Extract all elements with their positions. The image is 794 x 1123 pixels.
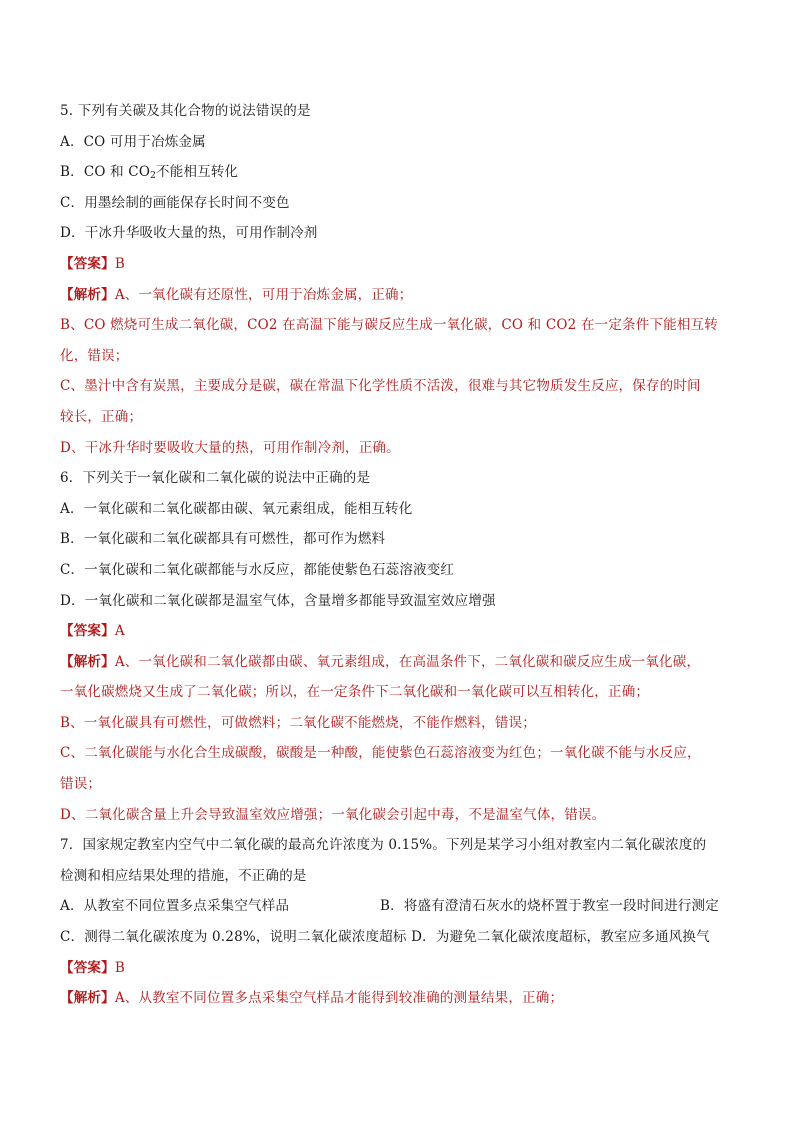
answer-tag: 【答案】: [60, 623, 115, 640]
question-6-option-d: D．一氧化碳和二氧化碳都是温室气体，含量增多都能导致温室效应增强: [60, 592, 496, 609]
question-7-stem: 检测和相应结果处理的措施，不正确的是: [60, 867, 307, 884]
question-6-option-a: A．一氧化碳和二氧化碳都由碳、氧元素组成，能相互转化: [60, 500, 413, 517]
analysis-text: A、一氧化碳有还原性，可用于冶炼金属，正确；: [114, 286, 413, 303]
question-5-stem: 5. 下列有关碳及其化合物的说法错误的是: [60, 103, 311, 119]
question-5-analysis-line: 较长，正确；: [60, 408, 143, 425]
question-5-option-a: A．CO 可用于冶炼金属: [60, 133, 206, 150]
question-7-option-a: A．从教室不同位置多点采集空气样品: [60, 898, 290, 915]
answer-tag: 【答案】: [60, 959, 115, 976]
question-6-analysis-line: D、二氧化碳含量上升会导致温室效应增强；一氧化碳会引起中毒，不是温室气体，错误。: [60, 806, 606, 823]
question-6-answer: [60, 616, 748, 647]
question-7-analysis-line: [60, 983, 748, 1014]
question-7-option-b: B．将盛有澄清石灰水的烧杯置于教室一段时间进行测定: [380, 898, 719, 915]
question-5-analysis-line: 化，错误；: [60, 347, 129, 364]
question-6-analysis-line: C、二氧化碳能与水化合生成碳酸，碳酸是一种酸，能使紫色石蕊溶液变为红色；一氧化碳不能与水反应，: [60, 745, 701, 762]
option-b-subscript: 2: [150, 171, 157, 182]
question-5-analysis-line: B、CO 燃烧可生成二氧化碳，CO2 在高温下能与碳反应生成一氧化碳，CO 和 CO2 在一定条件下能相互转: [60, 317, 718, 334]
option-b-text-post: 不能相互转化: [156, 164, 239, 181]
answer-value: A: [114, 623, 125, 640]
analysis-tag: 【解析】: [60, 990, 115, 1007]
question-6-analysis-line: [60, 647, 748, 678]
question-5-analysis-line: D、干冰升华时要吸收大量的热，可用作制冷剂，正确。: [60, 439, 400, 456]
question-6-analysis-line: 一氧化碳燃烧又生成了二氧化碳；所以，在一定条件下二氧化碳和一氧化碳可以互相转化，正确；: [60, 684, 650, 701]
answer-tag: 【答案】: [60, 255, 115, 272]
question-6-analysis-line: B、一氧化碳具有可燃性，可做燃料；二氧化碳不能燃烧，不能作燃料，错误；: [60, 714, 536, 731]
analysis-tag: 【解析】: [60, 653, 115, 670]
question-5-option-c: C．用墨绘制的画能保存长时间不变色: [60, 194, 290, 211]
question-5-analysis-line: [60, 280, 748, 311]
question-7-answer: [60, 953, 748, 984]
option-b-text-pre: B．CO 和 CO: [60, 164, 151, 181]
question-5-analysis-line: C、墨汁中含有炭黑，主要成分是碳，碳在常温下化学性质不活泼，很难与其它物质发生反应，保存的时间: [60, 378, 701, 395]
question-6-option-c: C．一氧化碳和二氧化碳都能与水反应，都能使紫色石蕊溶液变红: [60, 561, 455, 578]
question-7-options-cd: C．测得二氧化碳浓度为 0.28%，说明二氧化碳浓度超标 D．为避免二氧化碳浓度超标，教室应多通风换气: [60, 929, 710, 946]
question-5-option-d: D．干冰升华吸收大量的热，可用作制冷剂: [60, 225, 318, 242]
answer-value: B: [114, 959, 125, 976]
answer-value: B: [114, 255, 125, 272]
question-5-option-b: [60, 157, 748, 188]
analysis-tag: 【解析】: [60, 286, 115, 303]
analysis-text: A、一氧化碳和二氧化碳都由碳、氧元素组成，在高温条件下，二氧化碳和碳反应生成一氧化碳，: [114, 653, 701, 670]
question-6-analysis-line: 错误；: [60, 776, 102, 793]
question-5-answer: [60, 249, 748, 280]
question-7-stem: 7．国家规定教室内空气中二氧化碳的最高允许浓度为 0.15%。下列是某学习小组对教室内二氧化碳浓度的: [60, 837, 707, 854]
question-7-options-ab: [60, 891, 748, 922]
question-6-stem: 6．下列关于一氧化碳和二氧化碳的说法中正确的是: [60, 470, 371, 487]
analysis-text: A、从教室不同位置多点采集空气样品才能得到较准确的测量结果，正确；: [114, 990, 564, 1007]
question-6-option-b: B．一氧化碳和二氧化碳都具有可燃性，都可作为燃料: [60, 531, 386, 548]
